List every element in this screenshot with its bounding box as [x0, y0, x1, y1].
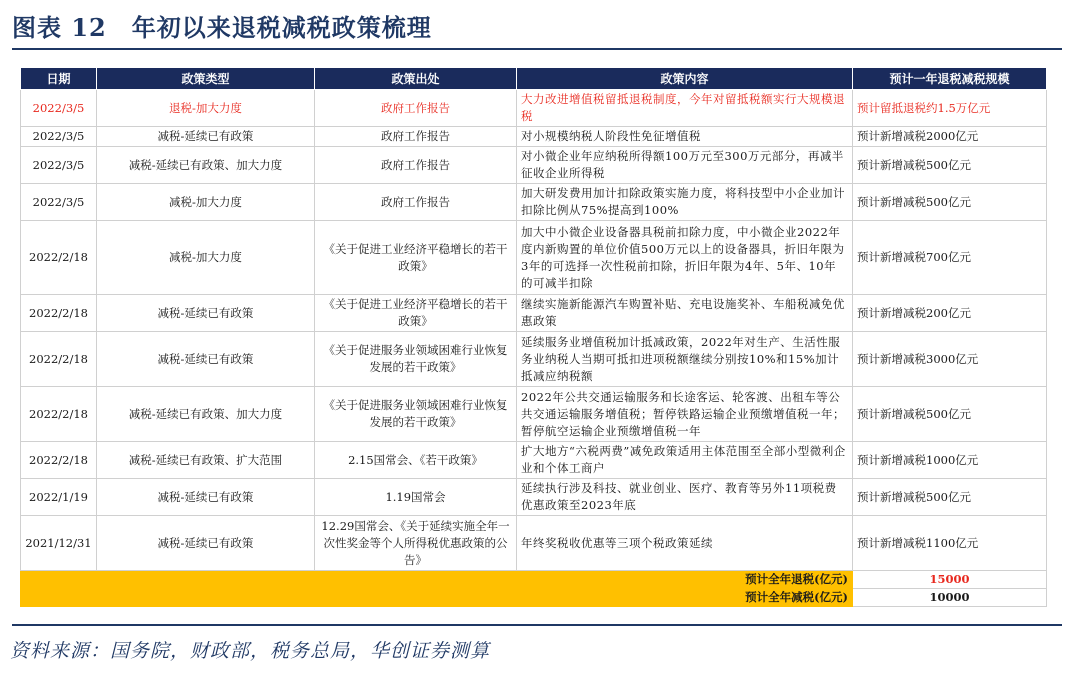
- cell-policy-source: 《关于促进工业经济平稳增长的若干政策》: [315, 295, 517, 332]
- cell-estimate: 预计新增减税3000亿元: [853, 332, 1047, 387]
- total-rebate-value: 15000: [853, 571, 1047, 589]
- total-rebate-row: [21, 571, 1047, 589]
- cell-policy-content: 加大研发费用加计扣除政策实施力度，将科技型中小企业加计扣除比例从75%提高到100%: [517, 184, 853, 221]
- source-note: 资料来源：国务院，财政部，税务总局，华创证券测算: [10, 640, 491, 662]
- cell-estimate: 预计新增减税1100亿元: [853, 516, 1047, 571]
- cell-estimate: 预计新增减税500亿元: [853, 147, 1047, 184]
- cell-date: 2022/1/19: [21, 479, 97, 516]
- cell-policy-content: 年终奖税收优惠等三项个税政策延续: [517, 516, 853, 571]
- cell-policy-type: 减税-延续已有政策: [97, 127, 315, 147]
- cell-estimate: 预计新增减税1000亿元: [853, 442, 1047, 479]
- cell-policy-source: 政府工作报告: [315, 147, 517, 184]
- cell-date: 2022/2/18: [21, 221, 97, 295]
- cell-estimate: 预计新增减税500亿元: [853, 387, 1047, 442]
- cell-date: 2022/3/5: [21, 127, 97, 147]
- cell-policy-content: 延续服务业增值税加计抵减政策，2022年对生产、生活性服务业纳税人当期可抵扣进项税额继续分别按10%和15%加计抵减应纳税额: [517, 332, 853, 387]
- cell-policy-type: 退税-加大力度: [97, 90, 315, 127]
- cell-policy-content: 延续执行涉及科技、就业创业、医疗、教育等另外11项税费优惠政策至2023年底: [517, 479, 853, 516]
- table-row: [21, 442, 1047, 479]
- cell-date: 2022/2/18: [21, 295, 97, 332]
- cell-date: 2022/3/5: [21, 147, 97, 184]
- cell-policy-content: 对小微企业年应纳税所得额100万元至300万元部分，再减半征收企业所得税: [517, 147, 853, 184]
- cell-date: 2022/2/18: [21, 387, 97, 442]
- cell-date: 2021/12/31: [21, 516, 97, 571]
- cell-policy-source: 《关于促进服务业领域困难行业恢复发展的若干政策》: [315, 387, 517, 442]
- cell-estimate: 预计新增减税2000亿元: [853, 127, 1047, 147]
- cell-policy-content: 大力改进增值税留抵退税制度，今年对留抵税额实行大规模退税: [517, 90, 853, 127]
- cell-estimate: 预计新增减税500亿元: [853, 479, 1047, 516]
- cell-estimate: 预计留抵退税约1.5万亿元: [853, 90, 1047, 127]
- footer-divider: [12, 624, 1062, 626]
- cell-policy-content: 对小规模纳税人阶段性免征增值税: [517, 127, 853, 147]
- cell-policy-source: 2.15国常会、《若干政策》: [315, 442, 517, 479]
- cell-policy-source: 政府工作报告: [315, 90, 517, 127]
- cell-policy-type: 减税-延续已有政策: [97, 332, 315, 387]
- cell-date: 2022/3/5: [21, 184, 97, 221]
- cell-policy-source: 《关于促进工业经济平稳增长的若干政策》: [315, 221, 517, 295]
- cell-policy-type: 减税-加大力度: [97, 221, 315, 295]
- cell-date: 2022/2/18: [21, 332, 97, 387]
- cell-policy-type: 减税-延续已有政策、加大力度: [97, 147, 315, 184]
- cell-estimate: 预计新增减税700亿元: [853, 221, 1047, 295]
- figure-title: 图表 12 年初以来退税减税政策梳理: [12, 12, 432, 42]
- table-header-row: [21, 68, 1047, 90]
- table-row: [21, 127, 1047, 147]
- cell-policy-type: 减税-延续已有政策、扩大范围: [97, 442, 315, 479]
- total-cut-row: [21, 589, 1047, 607]
- total-cut-label: 预计全年减税(亿元): [21, 589, 853, 607]
- figure-title-bar: [12, 6, 1062, 44]
- cell-estimate: 预计新增减税500亿元: [853, 184, 1047, 221]
- table-row: [21, 221, 1047, 295]
- header-estimate: 预计一年退税减税规模: [853, 68, 1047, 90]
- table-row: [21, 479, 1047, 516]
- cell-policy-content: 2022年公共交通运输服务和长途客运、轮客渡、出租车等公共交通运输服务增值税；暂停铁路运输企业预缴增值税一年；暂停航空运输企业预缴增值税一年: [517, 387, 853, 442]
- total-rebate-label: 预计全年退税(亿元): [21, 571, 853, 589]
- header-date: 日期: [21, 68, 97, 90]
- cell-estimate: 预计新增减税200亿元: [853, 295, 1047, 332]
- header-policy-source: 政策出处: [315, 68, 517, 90]
- cell-policy-type: 减税-延续已有政策: [97, 479, 315, 516]
- cell-policy-content: 扩大地方“六税两费”减免政策适用主体范围至全部小型微利企业和个体工商户: [517, 442, 853, 479]
- cell-policy-source: 政府工作报告: [315, 127, 517, 147]
- cell-policy-type: 减税-加大力度: [97, 184, 315, 221]
- table-row: [21, 387, 1047, 442]
- policy-table: [20, 67, 1047, 607]
- cell-date: 2022/2/18: [21, 442, 97, 479]
- table-row: [21, 516, 1047, 571]
- cell-policy-source: 1.19国常会: [315, 479, 517, 516]
- cell-policy-type: 减税-延续已有政策: [97, 295, 315, 332]
- table-row: [21, 90, 1047, 127]
- table-row: [21, 332, 1047, 387]
- table-row: [21, 147, 1047, 184]
- cell-policy-type: 减税-延续已有政策、加大力度: [97, 387, 315, 442]
- cell-policy-content: 加大中小微企业设备器具税前扣除力度，中小微企业2022年度内新购置的单位价值500万元以上的设备器具，折旧年限为3年的可选择一次性税前扣除，折旧年限为4年、5年、10年的可减半扣除: [517, 221, 853, 295]
- cell-policy-source: 政府工作报告: [315, 184, 517, 221]
- cell-date: 2022/3/5: [21, 90, 97, 127]
- header-policy-type: 政策类型: [97, 68, 315, 90]
- table-row: [21, 295, 1047, 332]
- total-cut-value: 10000: [853, 589, 1047, 607]
- header-policy-content: 政策内容: [517, 68, 853, 90]
- title-divider: [12, 48, 1062, 50]
- cell-policy-source: 《关于促进服务业领域困难行业恢复发展的若干政策》: [315, 332, 517, 387]
- cell-policy-type: 减税-延续已有政策: [97, 516, 315, 571]
- table-row: [21, 184, 1047, 221]
- cell-policy-source: 12.29国常会、《关于延续实施全年一次性奖金等个人所得税优惠政策的公告》: [315, 516, 517, 571]
- cell-policy-content: 继续实施新能源汽车购置补贴、充电设施奖补、车船税减免优惠政策: [517, 295, 853, 332]
